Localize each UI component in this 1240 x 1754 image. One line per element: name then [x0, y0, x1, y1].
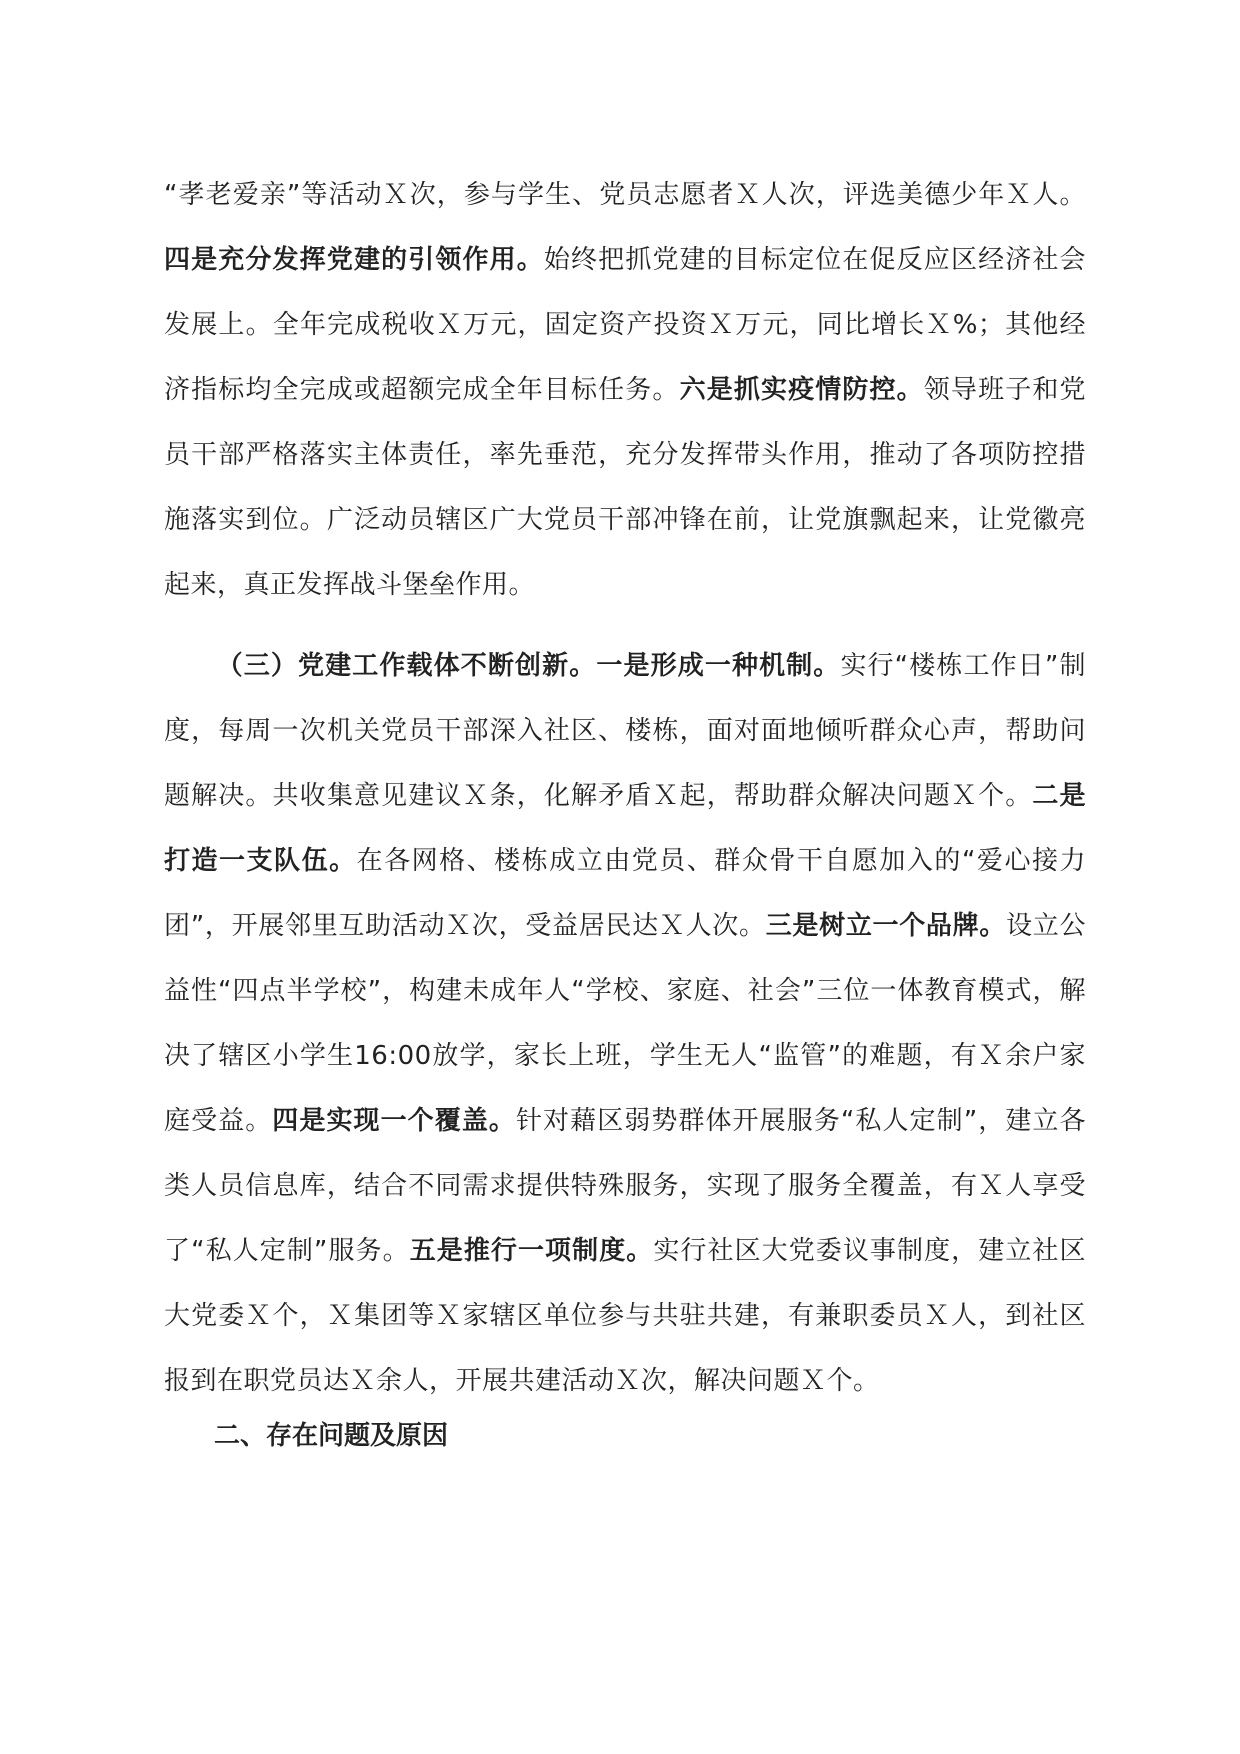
paragraph-text: 领导班子和党员干部严格落实主体责任，率先垂范，充分发挥带头作用，推动了各项防控措施落实到位。广泛动员辖区广大党员干部冲锋在前，让党旗飘起来，让党徽亮起来，真正发挥战斗堡垒作用。: [164, 375, 1086, 600]
paragraph-text: 始终把抓党建的目标定位在促反应区经济社会发展上。全年完成税收Ｘ万元，固定资产投资Ｘ万元，同比增长Ｘ%；其他经济指标均全完成或超额完成全年目标任务。: [164, 245, 1086, 405]
paragraph-text: 实行社区大党委议事制度，建立社区大党委Ｘ个，Ｘ集团等Ｘ家辖区单位参与共驻共建，有兼职委员Ｘ人，到社区报到在职党员达Ｘ余人，开展共建活动Ｘ次，解决问题Ｘ个。: [164, 1236, 1086, 1396]
bold-lead-phrase: 五是推行一项制度。: [409, 1236, 654, 1266]
bold-lead-phrase: 六是抓实疫情防控。: [679, 375, 924, 405]
body-paragraph: [164, 163, 1086, 618]
bold-lead-phrase: 四是实现一个覆盖。: [272, 1106, 516, 1136]
section-heading: 二、存在问题及原因: [214, 1421, 449, 1451]
paragraph-text: 在各网格、楼栋成立由党员、群众骨干自愿加入的“爱心接力团”，开展邻里互助活动Ｘ次，受益居民达Ｘ人次。: [164, 846, 1086, 941]
body-paragraph: [164, 634, 1086, 1414]
bold-lead-phrase: 四是充分发挥党建的引领作用。: [164, 245, 544, 275]
paragraph-text: 设立公益性“四点半学校”，构建未成年人“学校、家庭、社会”三位一体教育模式，解决了辖区小学生16:00放学，家长上班，学生无人“监管”的难题，有Ｘ余户家庭受益。: [164, 911, 1086, 1136]
paragraph-text: 实行“楼栋工作日”制度，每周一次机关党员干部深入社区、楼栋，面对面地倾听群众心声，帮助问题解决。共收集意见建议Ｘ条，化解矛盾Ｘ起，帮助群众解决问题Ｘ个。: [164, 651, 1086, 811]
bold-lead-phrase: （三）党建工作载体不断创新。一是形成一种机制。: [216, 651, 841, 681]
paragraph-text: 针对藉区弱势群体开展服务“私人定制”，建立各类人员信息库，结合不同需求提供特殊服务，实现了服务全覆盖，有Ｘ人享受了“私人定制”服务。: [164, 1106, 1086, 1266]
paragraph-text: “孝老爱亲”等活动Ｘ次，参与学生、党员志愿者Ｘ人次，评选美德少年Ｘ人。: [164, 180, 1086, 210]
bold-lead-phrase: 三是树立一个品牌。: [765, 911, 1007, 941]
bold-lead-phrase: 二是打造一支队伍。: [164, 781, 1086, 876]
